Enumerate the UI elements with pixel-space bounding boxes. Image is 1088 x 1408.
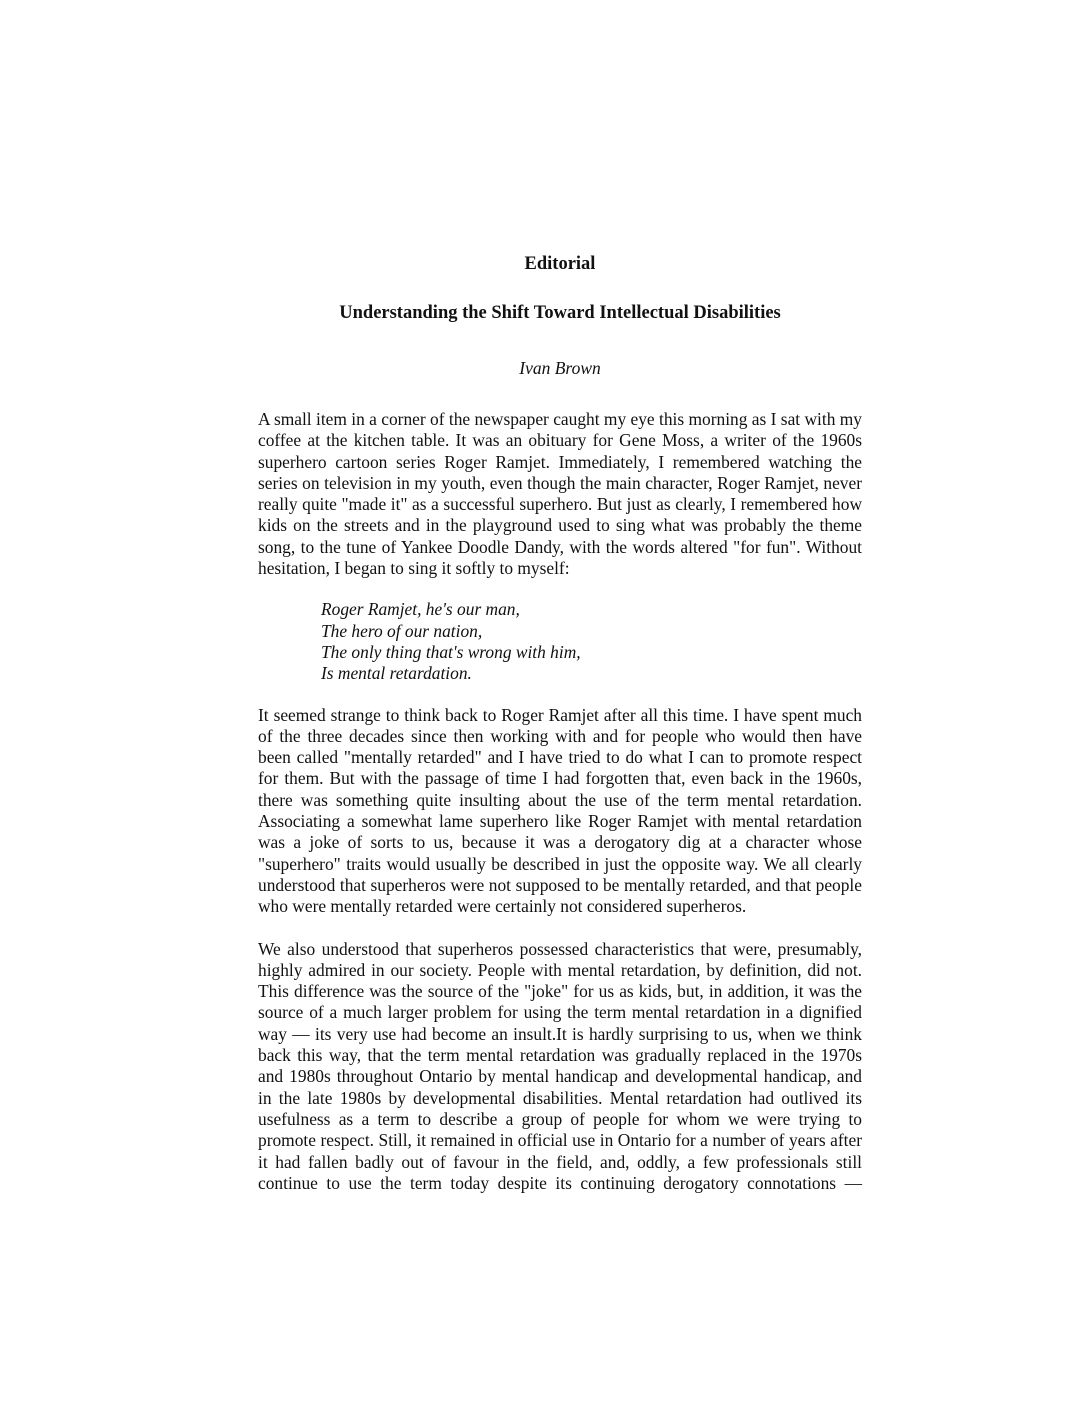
verse-line: Roger Ramjet, he's our man, [321,599,520,620]
song-verse [321,599,862,684]
verse-line: Is mental retardation. [321,663,472,684]
body-paragraph-3: We also understood that superheros possessed characteristics that were, presumably, highly admired in our society. People with mental retardation, by definition, did not. This difference was the source of the "joke" for us as kids, but, in addition, it was the source of a much larger problem for using the term mental retardation in a dignified way — its very use had become an insult.It is hardly surprising to us, when we think back this way, that the term mental retardation was gradually replaced in the 1970s and 1980s throughout Ontario by mental handicap and developmental handicap, and in the late 1980s by developmental disabilities. Mental retardation had outlived its usefulness as a term to describe a group of people for whom we were trying to promote respect. Still, it remained in official use in Ontario for a number of years after it had fallen badly out of favour in the field, and, oddly, a few professionals still continue to use the term today despite its continuing derogatory connotations — [258,938,862,1193]
article-body [258,409,862,1194]
editorial-page [258,252,862,1194]
article-title: Understanding the Shift Toward Intellectual Disabilities [339,303,781,323]
verse-line: The hero of our nation, [321,620,483,641]
author-name: Ivan Brown [519,358,601,378]
verse-line: The only thing that's wrong with him, [321,641,581,662]
body-paragraph-2: It seemed strange to think back to Roger Ramjet after all this time. I have spent much of the three decades since then working with and for people who would then have been called "mentally retarded" and I have tried to do what I can to promote respect for them. But with the passage of time I had forgotten that, even back in the 1960s, there was something quite insulting about the use of the term mental retardation. Associating a somewhat lame superhero like Roger Ramjet with mental retardation was a joke of sorts to us, because it was a derogatory dig at a character whose "superhero" traits would usually be described in just the opposite way. We all clearly understood that superheros were not supposed to be mentally retarded, and that people who were mentally retarded were certainly not considered superheros. [258,704,862,917]
section-label: Editorial [524,254,596,274]
body-paragraph-1: A small item in a corner of the newspaper caught my eye this morning as I sat with my coffee at the kitchen table. It was an obituary for Gene Moss, a writer of the 1960s superhero cartoon series Roger Ramjet. Immediately, I remembered watching the series on television in my youth, even though the main character, Roger Ramjet, never really quite "made it" as a successful superhero. But just as clearly, I remembered how kids on the streets and in the playground used to sing what was probably the theme song, to the tune of Yankee Doodle Dandy, with the words altered "for fun". Without hesitation, I began to sing it softly to myself: [258,409,862,579]
